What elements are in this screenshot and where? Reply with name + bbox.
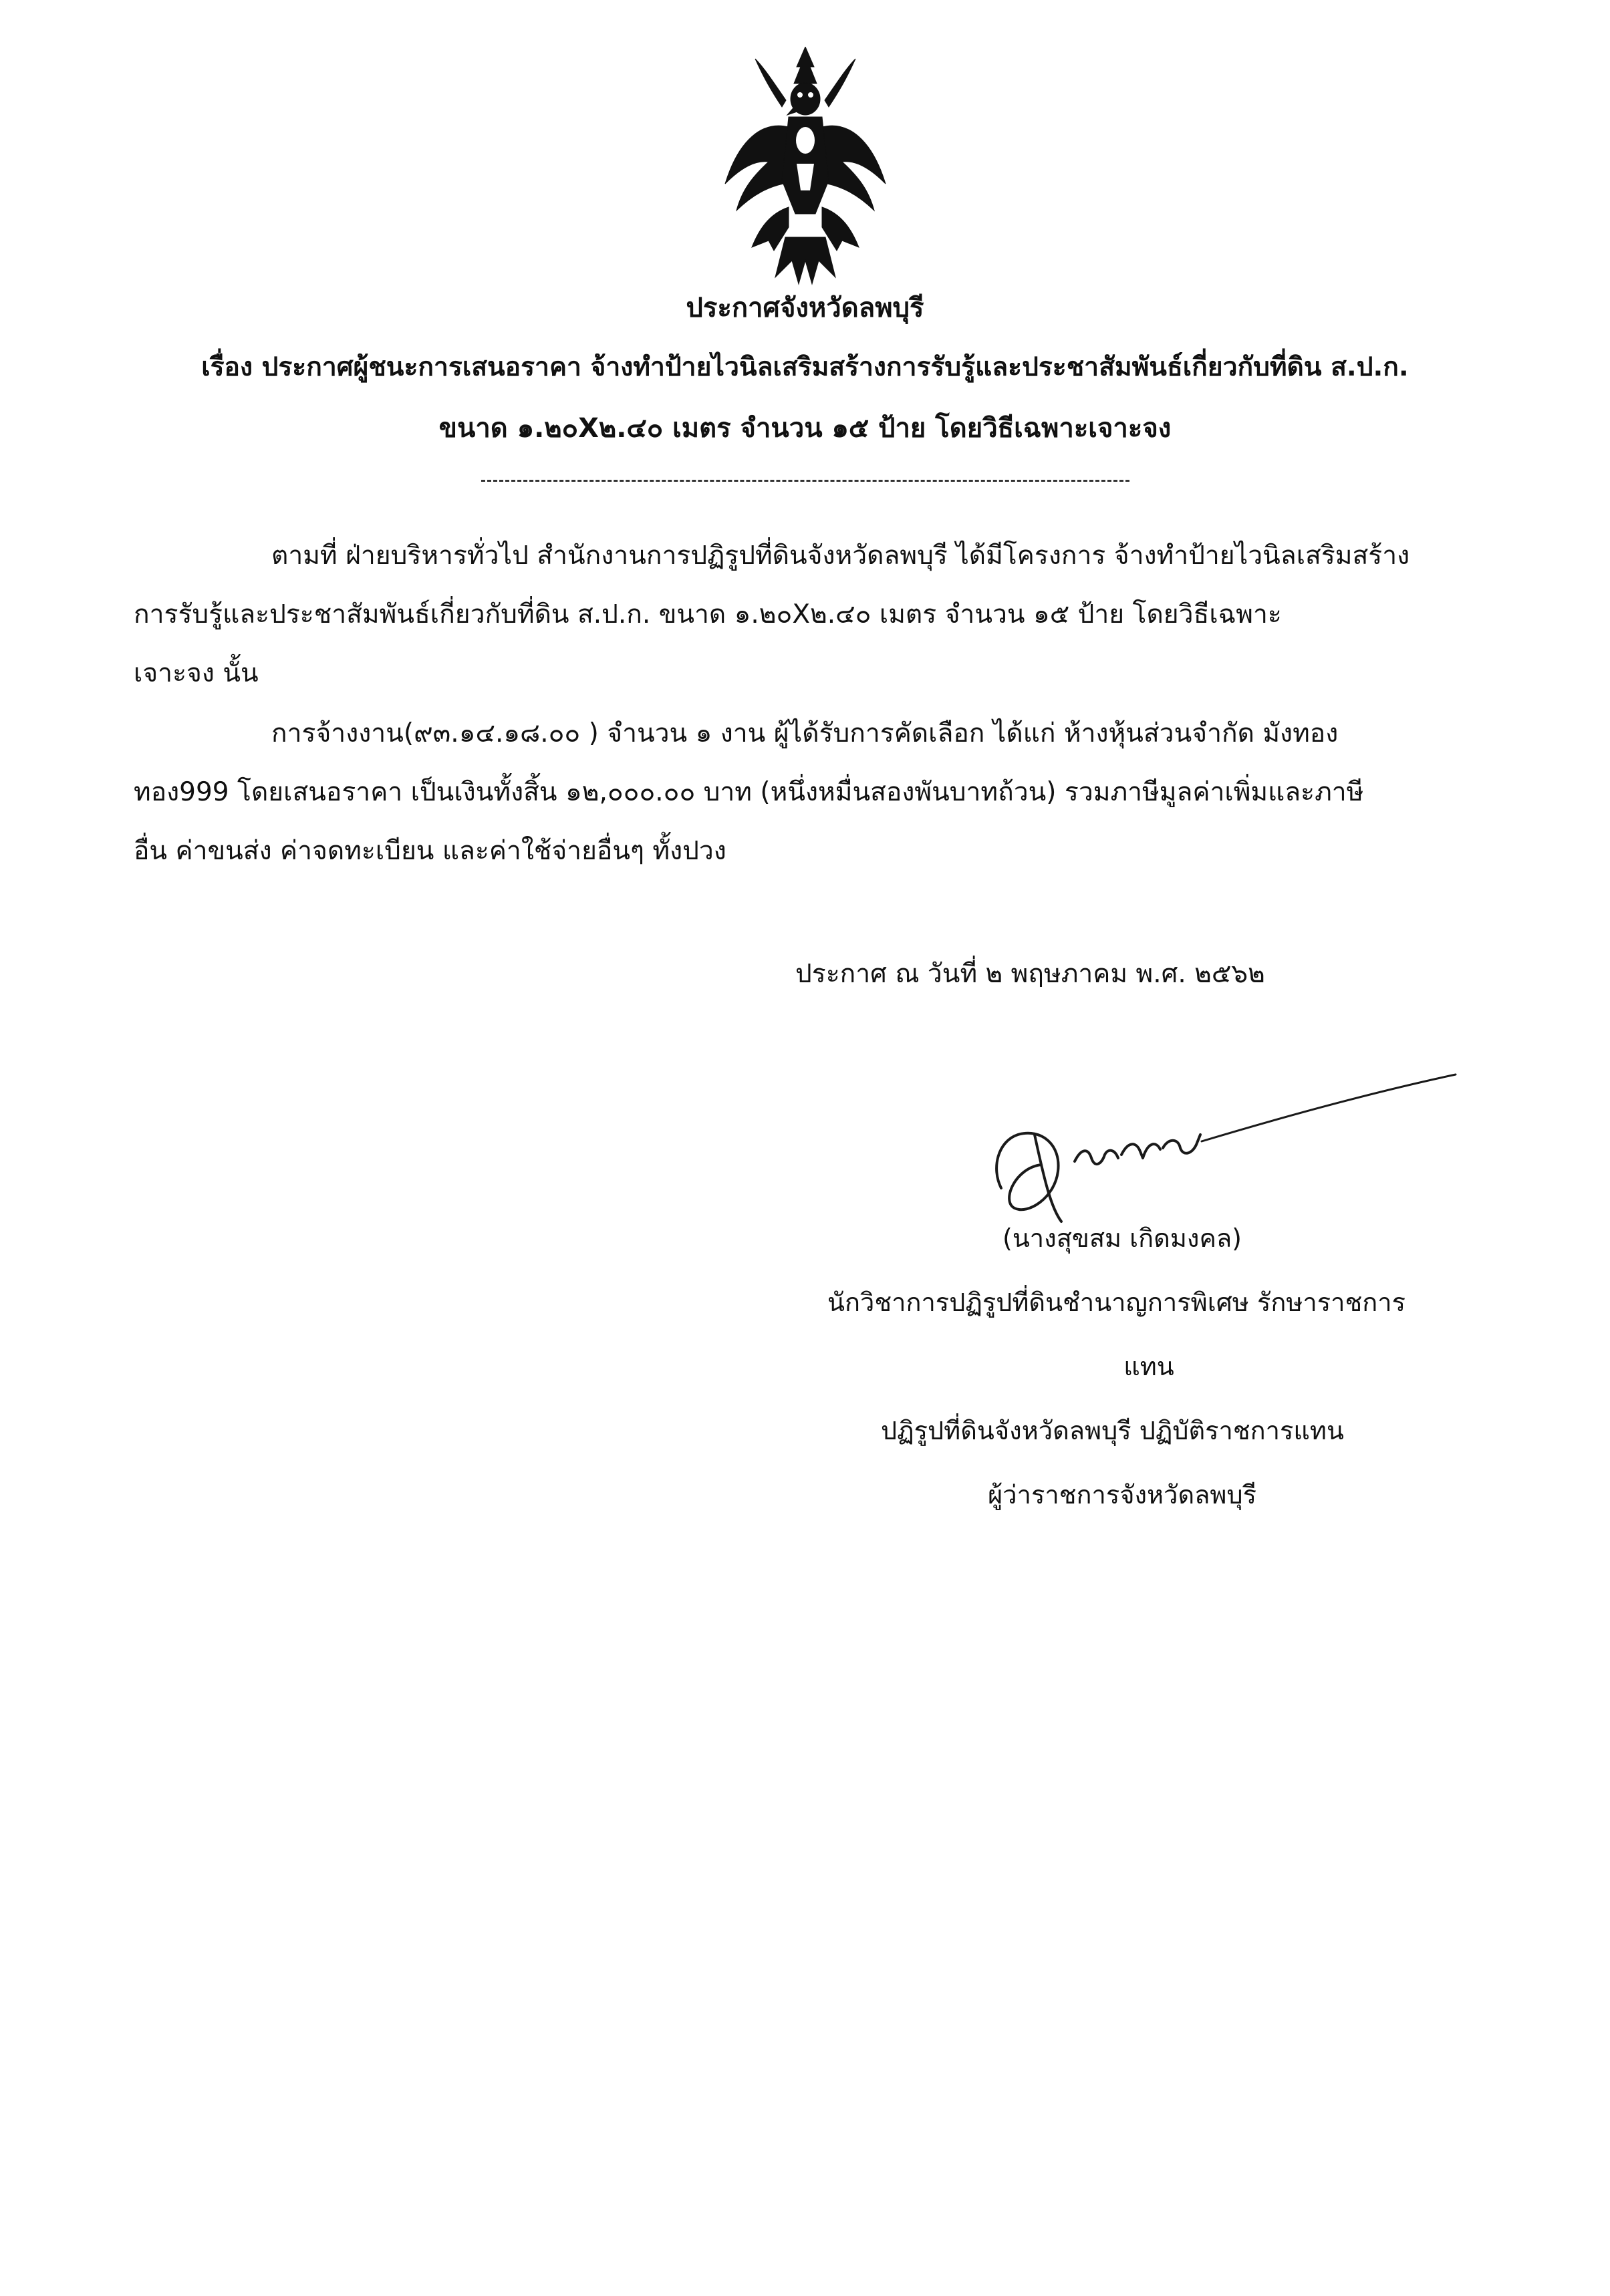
paragraph-2-line-1: การจ้างงาน(๙๓.๑๔.๑๘.๐๐ ) จำนวน ๑ งาน ผู้ได้รับการคัดเลือก ได้แก่ ห้างหุ้นส่วนจำกัด มังทอง [271, 718, 1339, 748]
subject-line-2: ขนาด ๑.๒๐X๒.๔๐ เมตร จำนวน ๑๕ ป้าย โดยวิธีเฉพาะเจาะจง [438, 413, 1172, 444]
announcement-title: ประกาศจังหวัดลพบุรี [686, 293, 924, 323]
subject-line-1: เรื่อง ประกาศผู้ชนะการเสนอราคา จ้างทำป้ายไวนิลเสริมสร้างการรับรู้และประชาสัมพันธ์เกี่ยวกับที่ดิน ส.ป.ก. [201, 352, 1409, 382]
signer-name: (นางสุขสม เกิดมงคล) [1002, 1224, 1242, 1253]
paragraph-1-line-1: ตามที่ ฝ่ายบริหารทั่วไป สำนักงานการปฏิรูปที่ดินจังหวัดลพบุรี ได้มีโครงการ จ้างทำป้ายไวนิลเสริมสร้าง [271, 541, 1410, 571]
paragraph-2-line-3: อื่น ค่าขนส่ง ค่าจดทะเบียน และค่าใช้จ่ายอื่นๆ ทั้งปวง [134, 836, 726, 866]
dashed-divider [481, 480, 1129, 482]
paragraph-1-line-3: เจาะจง นั้น [134, 658, 259, 688]
signer-position-line-4: ผู้ว่าราชการจังหวัดลพบุรี [988, 1480, 1256, 1510]
signer-position-line-1: นักวิชาการปฏิรูปที่ดินชำนาญการพิเศษ รักษาราชการ [827, 1288, 1406, 1317]
signer-position-line-3: ปฏิรูปที่ดินจังหวัดลพบุรี ปฏิบัติราชการแทน [881, 1416, 1344, 1445]
paragraph-2-line-2: ทอง999 โดยเสนอราคา เป็นเงินทั้งสิ้น ๑๒,๐๐๐.๐๐ บาท (หนึ่งหมื่นสองพันบาทถ้วน) รวมภาษีมูลค่าเพิ่มและภาษี [134, 777, 1364, 807]
announcement-date: ประกาศ ณ วันที่ ๒ พฤษภาคม พ.ศ. ๒๕๖๒ [795, 959, 1265, 989]
signer-position-line-2: แทน [1123, 1352, 1174, 1381]
garuda-emblem-icon [722, 47, 889, 287]
paragraph-1-line-2: การรับรู้และประชาสัมพันธ์เกี่ยวกับที่ดิน ส.ป.ก. ขนาด ๑.๒๐X๒.๔๐ เมตร จำนวน ๑๕ ป้าย โดยวิธีเฉพาะ [134, 599, 1282, 629]
